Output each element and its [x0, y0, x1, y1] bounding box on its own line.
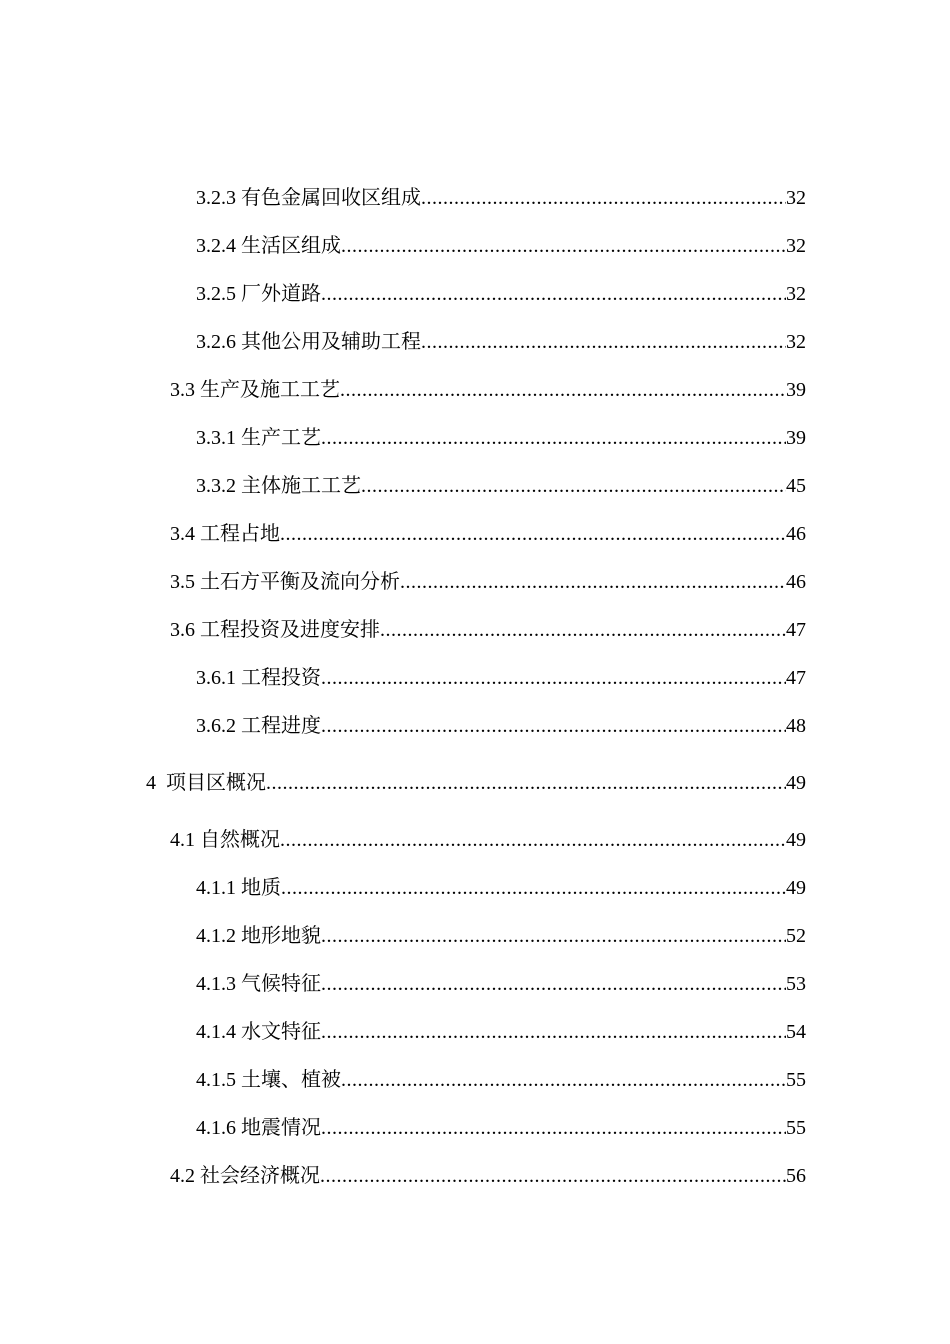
toc-entry[interactable] [170, 567, 806, 597]
toc-entry[interactable] [196, 663, 806, 693]
toc-entry[interactable] [196, 921, 806, 951]
toc-page-number: 39 [786, 427, 806, 449]
toc-dot-leader [361, 471, 786, 501]
toc-entry[interactable] [196, 423, 806, 453]
toc-dot-leader [400, 567, 786, 597]
toc-page-number: 49 [786, 829, 806, 851]
toc-entry-title: 3.2.3 有色金属回收区组成 [196, 187, 421, 209]
toc-entry[interactable] [196, 969, 806, 999]
toc-dot-leader [321, 1017, 786, 1047]
toc-entry[interactable] [196, 1065, 806, 1095]
toc-dot-leader [321, 921, 786, 951]
toc-entry-title: 3.3 生产及施工工艺 [170, 379, 340, 401]
toc-dot-leader [266, 768, 786, 798]
toc-entry-title: 3.3.1 生产工艺 [196, 427, 321, 449]
toc-dot-leader [340, 375, 786, 405]
toc-entry-title: 3.5 土石方平衡及流向分析 [170, 571, 400, 593]
toc-entry[interactable] [196, 183, 806, 213]
toc-dot-leader [321, 969, 786, 999]
toc-page-number: 32 [786, 331, 806, 353]
toc-page-number: 54 [786, 1021, 806, 1043]
toc-dot-leader [320, 1161, 786, 1191]
toc-entry[interactable] [170, 1161, 806, 1191]
toc-entry-title: 4.1 自然概况 [170, 829, 280, 851]
toc-entry-title: 3.6.1 工程投资 [196, 667, 321, 689]
toc-page-number: 32 [786, 187, 806, 209]
toc-page-number: 53 [786, 973, 806, 995]
toc-entry-title: 4.2 社会经济概况 [170, 1165, 320, 1187]
toc-page-number: 49 [786, 877, 806, 899]
toc-dot-leader [280, 825, 786, 855]
toc-entry[interactable] [196, 873, 806, 903]
toc-dot-leader [321, 423, 786, 453]
toc-entry[interactable] [170, 825, 806, 855]
toc-entry-title: 3.6 工程投资及进度安排 [170, 619, 380, 641]
toc-entry[interactable] [196, 327, 806, 357]
toc-page-number: 45 [786, 475, 806, 497]
toc-entry[interactable] [170, 519, 806, 549]
toc-entry-title: 4.1.3 气候特征 [196, 973, 321, 995]
toc-entry-title: 4.1.6 地震情况 [196, 1117, 321, 1139]
toc-entry-title: 4 项目区概况 [146, 772, 266, 794]
toc-page-number: 39 [786, 379, 806, 401]
toc-dot-leader [281, 873, 786, 903]
toc-entry-title: 4.1.4 水文特征 [196, 1021, 321, 1043]
toc-dot-leader [421, 327, 786, 357]
toc-page-number: 49 [786, 772, 806, 794]
toc-page-number: 32 [786, 283, 806, 305]
toc-page-number: 55 [786, 1069, 806, 1091]
toc-page-number: 47 [786, 667, 806, 689]
toc-entry[interactable] [170, 615, 806, 645]
toc-page-number: 46 [786, 571, 806, 593]
toc-entry-title: 3.6.2 工程进度 [196, 715, 321, 737]
toc-entry[interactable] [196, 279, 806, 309]
toc-entry-title: 4.1.2 地形地貌 [196, 925, 321, 947]
toc-page-number: 32 [786, 235, 806, 257]
toc-entry[interactable] [196, 1017, 806, 1047]
toc-page-number: 46 [786, 523, 806, 545]
toc-dot-leader [321, 1113, 786, 1143]
toc-entry[interactable] [196, 711, 806, 741]
toc-entry-title: 4.1.1 地质 [196, 877, 281, 899]
toc-dot-leader [341, 1065, 786, 1095]
toc-page-number: 47 [786, 619, 806, 641]
toc-page-number: 48 [786, 715, 806, 737]
toc-dot-leader [321, 663, 786, 693]
toc-entry-title: 3.3.2 主体施工工艺 [196, 475, 361, 497]
toc-dot-leader [321, 279, 786, 309]
toc-page-number: 55 [786, 1117, 806, 1139]
toc-entry[interactable] [170, 375, 806, 405]
toc-dot-leader [380, 615, 786, 645]
toc-entry[interactable] [146, 768, 806, 798]
toc-entry-title: 3.2.5 厂外道路 [196, 283, 321, 305]
toc-entry[interactable] [196, 231, 806, 261]
toc-entry-title: 3.2.6 其他公用及辅助工程 [196, 331, 421, 353]
toc-page-number: 52 [786, 925, 806, 947]
toc-entry[interactable] [196, 471, 806, 501]
toc-dot-leader [280, 519, 786, 549]
toc-dot-leader [321, 711, 786, 741]
toc-entry-title: 4.1.5 土壤、植被 [196, 1069, 341, 1091]
toc-entry-title: 3.4 工程占地 [170, 523, 280, 545]
toc-entry[interactable] [196, 1113, 806, 1143]
toc-page-number: 56 [786, 1165, 806, 1187]
toc-entry-title: 3.2.4 生活区组成 [196, 235, 341, 257]
toc-dot-leader [341, 231, 786, 261]
toc-dot-leader [421, 183, 786, 213]
